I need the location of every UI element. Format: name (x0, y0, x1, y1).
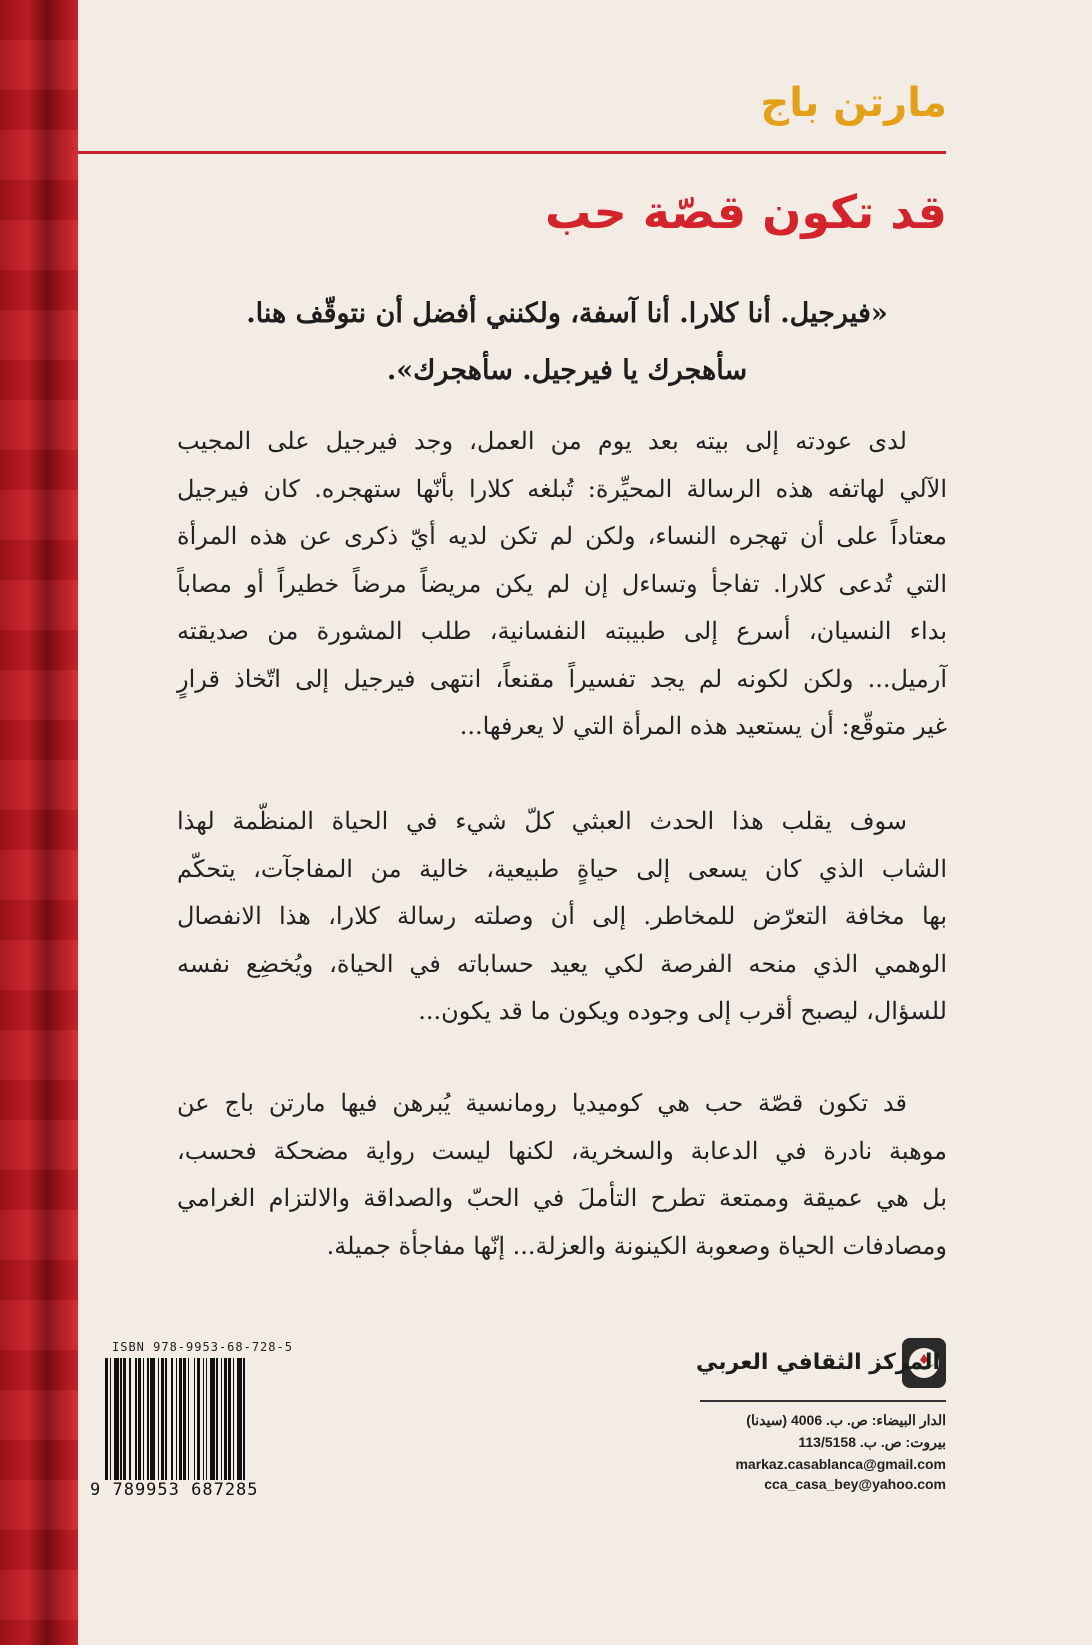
blurb-line: لدى عودته إلى بيته بعد يوم من العمل، وجد فيرجيل على المجيب (177, 427, 907, 455)
blurb-line: بداء النسيان، أسرع إلى طبيبته النفسانية، طلب المشورة من صديقته (177, 617, 947, 645)
barcode-bar (245, 1358, 248, 1483)
blurb-paragraph-2 (177, 798, 947, 1036)
red-spine-edge (0, 0, 78, 1645)
blurb-line: الآلي لهاتفه هذه الرسالة المحيِّرة: تُبلغه كلارا بأنّها ستهجره. كان فيرجيل (177, 474, 947, 503)
publisher-name: المركز الثقافي العربي (696, 1350, 940, 1375)
blurb-line: آرميل... ولكن لكونه لم يجد تفسيراً مقنعاً، انتهى فيرجيل إلى اتّخاذ قرارٍ (177, 664, 947, 693)
title-divider (78, 151, 946, 154)
email-beirut: cca_casa_bey@yahoo.com (764, 1476, 946, 1492)
blurb-line: التي تُدعى كلارا. تفاجأ وتساءل إن لم يكن مريضاً مرضاً خطيراً أو مصاباً (177, 569, 947, 598)
book-title: قد تكون قصّة حب (544, 185, 947, 239)
publisher-divider (700, 1400, 946, 1402)
barcode (105, 1358, 290, 1483)
blurb-line: سوف يقلب هذا الحدث العبثي كلّ شيء في الحياة المنظّمة لهذا (177, 807, 907, 835)
email-casablanca: markaz.casablanca@gmail.com (735, 1456, 946, 1472)
blurb-line: غير متوقّع: أن يستعيد هذه المرأة التي لا يعرفها... (459, 712, 947, 740)
blurb-line: بل هي عميقة وممتعة تطرح التأملَ في الحبّ والصداقة والالتزام الغرامي (177, 1184, 947, 1212)
address-casablanca: الدار البيضاء: ص. ب. 4006 (سيدنا) (746, 1412, 946, 1428)
address-beirut: بيروت: ص. ب. 113/5158 (798, 1434, 946, 1450)
blurb-paragraph-3 (177, 1080, 947, 1270)
blurb-line: قد تكون قصّة حب هي كوميديا رومانسية يُبرهن فيها مارتن باج عن (177, 1089, 907, 1117)
blurb-line: معتاداً على أن تهجره النساء، ولكن لم تكن لديه أيّ ذكرى عن هذه المرأة (177, 522, 947, 550)
isbn-label: ISBN 978-9953-68-728-5 (112, 1340, 293, 1354)
blurb-line: الشاب الذي كان يسعى إلى حياةٍ طبيعية، خالية من المفاجآت، يتحكّم (177, 854, 947, 883)
blurb-paragraph-1 (177, 418, 947, 751)
author-name: مارتن باج (760, 80, 947, 126)
blurb-line: بها مخافة التعرّض للمخاطر. إلى أن وصلته رسالة كلارا، هذا الانفصال (177, 902, 947, 930)
barcode-digits: 9 789953 687285 (90, 1480, 259, 1500)
quote-line-2: سأهجرك يا فيرجيل. سأهجرك». (386, 355, 748, 386)
blurb-line: موهبة نادرة في الدعابة والسخرية، لكنها ليست رواية مضحكة فحسب، (177, 1136, 948, 1165)
quote-line-1: «فيرجيل. أنا كلارا. أنا آسفة، ولكنني أفضل أن نتوقّف هنا. (246, 298, 888, 329)
blurb-line: للسؤال، ليصبح أقرب إلى وجوده ويكون ما قد يكون... (418, 997, 947, 1025)
blurb-line: ومصادفات الحياة وصعوبة الكينونة والعزلة... إنّها مفاجأة جميلة. (326, 1231, 947, 1260)
blurb-line: الوهمي الذي منحه الفرصة لكي يعيد حساباته في الحياة، ويُخضِع نفسه (177, 949, 947, 978)
